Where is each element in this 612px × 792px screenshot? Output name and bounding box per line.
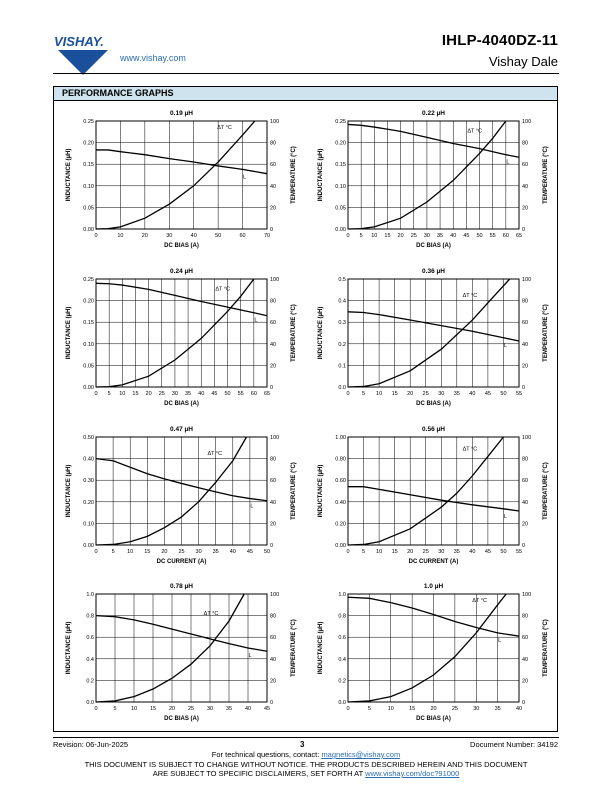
temperature-curve-label: ΔT °C [217,125,232,132]
y2-tick-label: 40 [522,656,529,663]
y2-tick-label: 20 [270,678,277,685]
y-tick-label: 0.40 [335,499,346,506]
x-tick-label: 40 [450,233,457,239]
temperature-curve-label: ΔT °C [215,286,231,293]
y2-tick-label: 40 [270,183,277,190]
y-tick-label: 1.00 [335,435,346,441]
y2-axis-label: TEMPERATURE (°C) [291,146,297,204]
temperature-curve [96,437,246,545]
y-tick-label: 0.00 [83,227,94,233]
logo-text: VISHAY. [54,34,104,49]
y2-tick-label: 40 [522,499,529,506]
inductance-curve [96,616,267,652]
disclaimer-line-1: THIS DOCUMENT IS SUBJECT TO CHANGE WITHOUT NOTICE. THE PRODUCTS DESCRIBED HEREIN AND THIS DOCUMENT [84,760,528,769]
y-axis-label: INDUCTANCE (µH) [318,148,324,202]
contact-line [0,750,612,759]
y-tick-label: 0.20 [83,499,94,506]
x-tick-label: 5 [367,706,371,712]
y2-tick-label: 20 [270,205,277,212]
y2-tick-label: 60 [270,320,277,327]
x-axis-label: DC CURRENT (A) [156,559,207,565]
y2-tick-label: 100 [522,435,532,441]
x-tick-label: 40 [229,549,236,555]
y2-axis-label: TEMPERATURE (°C) [543,146,549,204]
x-tick-label: 20 [141,233,148,239]
x-tick-label: 30 [438,391,445,397]
y2-tick-label: 100 [270,277,280,283]
y-tick-label: 0.00 [83,385,94,391]
y-tick-label: 0.6 [338,635,346,642]
panel-header [54,87,557,101]
y-tick-label: 0.05 [83,363,94,370]
x-axis-label: DC BIAS (A) [416,401,451,407]
chart-title: 0.47 µH [170,426,193,433]
y-tick-label: 0.10 [83,183,94,190]
y2-tick-label: 40 [522,183,529,190]
y2-tick-label: 40 [270,341,277,348]
disclaimer-line-2 [0,769,612,778]
x-tick-label: 35 [453,391,460,397]
page-number: 3 [300,740,305,749]
y-tick-label: 0.05 [83,205,94,212]
chart-0-36uh [305,262,557,412]
y-tick-label: 0.20 [83,298,94,305]
y2-tick-label: 0 [270,385,274,391]
x-tick-label: 5 [113,706,117,712]
y2-tick-label: 60 [522,320,529,327]
y2-tick-label: 60 [522,478,529,485]
y2-tick-label: 60 [270,635,277,642]
y-tick-label: 0.0 [338,700,346,706]
chart-title: 0.22 µH [422,110,445,117]
temperature-curve [96,594,244,702]
y-tick-label: 0.6 [86,635,94,642]
x-tick-label: 5 [107,391,111,397]
y2-tick-label: 0 [522,385,526,391]
x-tick-label: 45 [484,549,491,555]
chart-0-19uh [53,104,305,254]
temperature-curve-label: ΔT °C [467,128,483,135]
x-tick-label: 50 [500,549,507,555]
disclaimer-link[interactable]: www.vishay.com/doc?91000 [365,769,460,778]
y2-tick-label: 0 [522,227,526,233]
x-tick-label: 60 [239,233,246,239]
y-tick-label: 0.00 [83,543,94,549]
temperature-curve-label: ΔT °C [462,446,478,453]
y-tick-label: 1.0 [338,592,346,598]
y2-axis-label: TEMPERATURE (°C) [543,462,549,520]
x-tick-label: 45 [263,706,271,712]
brand-name: Vishay Dale [488,54,558,69]
x-tick-label: 50 [476,233,483,239]
y-tick-label: 0.15 [83,320,94,327]
inductance-curve-label: L [250,503,254,510]
y-tick-label: 0.60 [335,478,346,485]
y-tick-label: 0.10 [335,183,346,190]
y-axis-label: INDUCTANCE (µH) [66,148,72,202]
x-tick-label: 15 [144,549,151,555]
y-tick-label: 0.10 [83,341,94,348]
x-tick-label: 35 [437,233,444,239]
x-tick-label: 25 [187,706,195,712]
x-tick-label: 30 [473,706,480,712]
x-tick-label: 55 [489,233,496,239]
x-tick-label: 0 [94,233,98,239]
temperature-curve [348,279,510,387]
plot-frame [96,594,267,702]
x-tick-label: 30 [195,549,202,555]
y2-tick-label: 20 [270,363,277,370]
temperature-curve-label: ΔT °C [472,598,487,604]
y-tick-label: 0.25 [83,119,94,125]
y-axis-label: INDUCTANCE (µH) [318,464,324,518]
y2-tick-label: 100 [522,277,532,283]
y-tick-label: 0.15 [83,162,94,169]
chart-title: 0.78 µH [170,583,193,590]
y2-tick-label: 80 [522,456,529,463]
x-tick-label: 15 [391,391,398,397]
inductance-curve-label: L [248,653,252,659]
y2-tick-label: 80 [522,613,529,620]
y-tick-label: 1.0 [86,592,94,598]
y2-tick-label: 80 [522,140,529,147]
x-tick-label: 65 [515,233,523,239]
y2-axis-label: TEMPERATURE (°C) [291,304,297,362]
y2-tick-label: 0 [522,543,526,549]
y-tick-label: 0.1 [338,363,346,370]
x-tick-label: 10 [117,233,124,239]
inductance-curve-label: L [503,342,507,349]
y-tick-label: 0.2 [86,678,94,685]
x-tick-label: 40 [190,233,197,239]
x-tick-label: 50 [215,233,222,239]
x-tick-label: 20 [145,391,152,397]
y-tick-label: 0.00 [335,543,346,549]
x-tick-label: 50 [263,549,271,555]
y2-tick-label: 100 [270,119,280,125]
y-tick-label: 0.30 [83,478,94,485]
chart-1-0uh [305,577,557,727]
x-axis-label: DC BIAS (A) [164,401,199,407]
y2-tick-label: 20 [522,205,529,212]
x-tick-label: 5 [111,549,115,555]
y-axis-label: INDUCTANCE (µH) [66,464,72,518]
y2-tick-label: 100 [270,592,280,598]
x-tick-label: 15 [132,391,139,397]
x-tick-label: 10 [130,706,138,712]
x-tick-label: 35 [212,549,219,555]
x-tick-label: 60 [250,391,257,397]
y-tick-label: 0.8 [338,613,346,620]
x-tick-label: 50 [224,391,231,397]
x-tick-label: 30 [166,233,173,239]
x-tick-label: 15 [391,549,398,555]
x-tick-label: 10 [119,391,126,397]
inductance-curve-label: L [254,317,258,324]
inductance-curve-label: L [243,174,247,181]
chart-0-22uh [305,104,557,254]
inductance-curve [96,150,267,174]
x-tick-label: 55 [515,549,523,555]
x-tick-label: 15 [149,706,157,712]
y2-tick-label: 100 [522,119,532,125]
y2-axis-label: TEMPERATURE (°C) [543,304,549,362]
y-tick-label: 0.20 [335,140,346,147]
header-divider [53,73,559,74]
disclaimer-prefix: ARE SUBJECT TO SPECIFIC DISCLAIMERS, SET FORTH AT [152,769,366,778]
x-tick-label: 25 [422,391,429,397]
x-tick-label: 0 [346,233,350,239]
x-tick-label: 25 [451,706,458,712]
y2-tick-label: 80 [270,298,277,305]
y-tick-label: 0.4 [338,298,346,305]
x-tick-label: 30 [171,391,178,397]
y2-tick-label: 100 [270,435,280,441]
y2-tick-label: 80 [270,456,277,463]
x-tick-label: 5 [359,233,363,239]
x-axis-label: DC BIAS (A) [416,243,451,249]
inductance-curve [96,283,267,315]
x-tick-label: 70 [263,233,271,239]
x-tick-label: 0 [94,391,98,397]
temperature-curve-label: ΔT °C [203,611,219,617]
y-tick-label: 0.20 [83,140,94,147]
y-tick-label: 0.25 [83,277,94,283]
y2-tick-label: 20 [522,521,529,528]
x-tick-label: 40 [515,706,523,712]
footer-divider [53,737,559,738]
x-tick-label: 40 [198,391,205,397]
x-tick-label: 65 [263,391,271,397]
x-tick-label: 45 [246,549,253,555]
temperature-curve-label: ΔT °C [207,450,223,457]
y2-axis-label: TEMPERATURE (°C) [291,619,297,677]
y2-tick-label: 20 [522,363,529,370]
chart-title: 1.0 µH [423,583,444,590]
x-tick-label: 60 [502,233,509,239]
x-tick-label: 55 [515,391,523,397]
y2-tick-label: 40 [522,341,529,348]
y-tick-label: 0.50 [83,435,94,441]
temperature-curve [348,594,506,702]
inductance-curve [348,487,519,511]
logo-triangle-icon [58,50,108,75]
y-tick-label: 0.0 [86,700,94,706]
x-tick-label: 20 [407,549,414,555]
x-tick-label: 0 [346,706,350,712]
document-number: Document Number: 34192 [470,740,558,749]
y2-tick-label: 0 [270,543,274,549]
y-tick-label: 0.2 [338,678,346,685]
x-tick-label: 45 [211,391,218,397]
x-tick-label: 25 [178,549,185,555]
y2-tick-label: 60 [270,162,277,169]
y-tick-label: 0.25 [335,119,346,125]
x-tick-label: 5 [362,549,366,555]
x-tick-label: 50 [500,391,507,397]
x-tick-label: 20 [430,706,437,712]
y-tick-label: 0.2 [338,341,346,348]
chart-0-56uh [305,420,557,570]
x-tick-label: 15 [409,706,416,712]
x-tick-label: 10 [371,233,378,239]
x-axis-label: DC BIAS (A) [164,243,199,249]
x-tick-label: 35 [225,706,233,712]
x-tick-label: 40 [244,706,252,712]
inductance-curve-label: L [506,159,510,166]
x-tick-label: 0 [94,706,98,712]
y-axis-label: INDUCTANCE (µH) [318,621,324,675]
inductance-curve [348,124,519,157]
contact-prefix: For technical questions, contact: [211,750,322,759]
chart-title: 0.19 µH [170,110,193,117]
y2-tick-label: 80 [270,140,277,147]
x-axis-label: DC BIAS (A) [416,716,451,722]
x-tick-label: 35 [453,549,460,555]
revision-date: Revision: 06-Jun-2025 [53,740,129,749]
inductance-curve-label: L [503,513,507,520]
inductance-curve [348,312,519,341]
x-tick-label: 0 [94,549,98,555]
x-tick-label: 25 [422,549,429,555]
chart-0-78uh [53,577,305,727]
x-tick-label: 0 [346,391,350,397]
y2-tick-label: 100 [522,592,532,598]
x-tick-label: 25 [410,233,417,239]
section-title: PERFORMANCE GRAPHS [62,88,174,98]
y-axis-label: INDUCTANCE (µH) [318,306,324,360]
x-tick-label: 10 [387,706,394,712]
y2-axis-label: TEMPERATURE (°C) [291,462,297,520]
y2-tick-label: 40 [270,499,277,506]
vishay-logo [50,27,118,77]
x-axis-label: DC BIAS (A) [164,716,199,722]
chart-title: 0.56 µH [422,426,445,433]
y-tick-label: 0.05 [335,205,346,212]
y-tick-label: 0.20 [335,521,346,528]
x-tick-label: 10 [376,549,383,555]
y2-tick-label: 80 [270,613,277,620]
x-tick-label: 45 [463,233,470,239]
x-tick-label: 40 [469,391,476,397]
x-tick-label: 10 [127,549,134,555]
y-tick-label: 0.0 [338,385,346,391]
x-tick-label: 10 [376,391,383,397]
y2-axis-label: TEMPERATURE (°C) [543,619,549,677]
y-tick-label: 0.4 [86,656,94,663]
x-tick-label: 25 [158,391,165,397]
y2-tick-label: 20 [522,678,529,685]
y2-tick-label: 60 [522,162,529,169]
x-tick-label: 20 [161,549,168,555]
y-tick-label: 0.5 [338,277,346,283]
contact-email-link[interactable]: magnetics@vishay.com [321,750,401,759]
x-tick-label: 20 [397,233,404,239]
x-tick-label: 20 [407,391,414,397]
y-tick-label: 0.3 [338,320,346,327]
y2-tick-label: 60 [270,478,277,485]
x-tick-label: 5 [362,391,366,397]
x-tick-label: 15 [384,233,391,239]
chart-title: 0.24 µH [170,268,193,275]
x-tick-label: 30 [206,706,214,712]
part-number: IHLP-4040DZ-11 [441,32,558,49]
y-tick-label: 0.80 [335,456,346,463]
inductance-curve-label: L [498,637,502,644]
y2-tick-label: 60 [522,635,529,642]
x-tick-label: 30 [438,549,445,555]
y2-tick-label: 0 [270,700,274,706]
x-tick-label: 0 [346,549,350,555]
x-axis-label: DC CURRENT (A) [408,559,459,565]
y-tick-label: 0.15 [335,162,346,169]
y-axis-label: INDUCTANCE (µH) [66,621,72,675]
y2-tick-label: 0 [522,700,526,706]
y2-tick-label: 40 [270,656,277,663]
website-link[interactable]: www.vishay.com [120,53,186,63]
y2-tick-label: 0 [270,227,274,233]
y2-tick-label: 80 [522,298,529,305]
x-tick-label: 45 [484,391,491,397]
y-tick-label: 0.8 [86,613,94,620]
chart-0-24uh [53,262,305,412]
y-tick-label: 0.00 [335,227,346,233]
y-tick-label: 0.10 [83,521,94,528]
plot-frame [348,437,519,545]
chart-title: 0.36 µH [422,268,445,275]
x-tick-label: 20 [168,706,176,712]
y-axis-label: INDUCTANCE (µH) [66,306,72,360]
y2-tick-label: 20 [270,521,277,528]
x-tick-label: 35 [185,391,192,397]
x-tick-label: 55 [237,391,244,397]
plot-frame [348,279,519,387]
y-tick-label: 0.4 [338,656,346,663]
x-tick-label: 30 [423,233,430,239]
temperature-curve-label: ΔT °C [462,292,478,299]
x-tick-label: 35 [494,706,501,712]
chart-0-47uh [53,420,305,570]
temperature-curve [96,121,255,229]
y-tick-label: 0.40 [83,456,94,463]
x-tick-label: 40 [469,549,476,555]
